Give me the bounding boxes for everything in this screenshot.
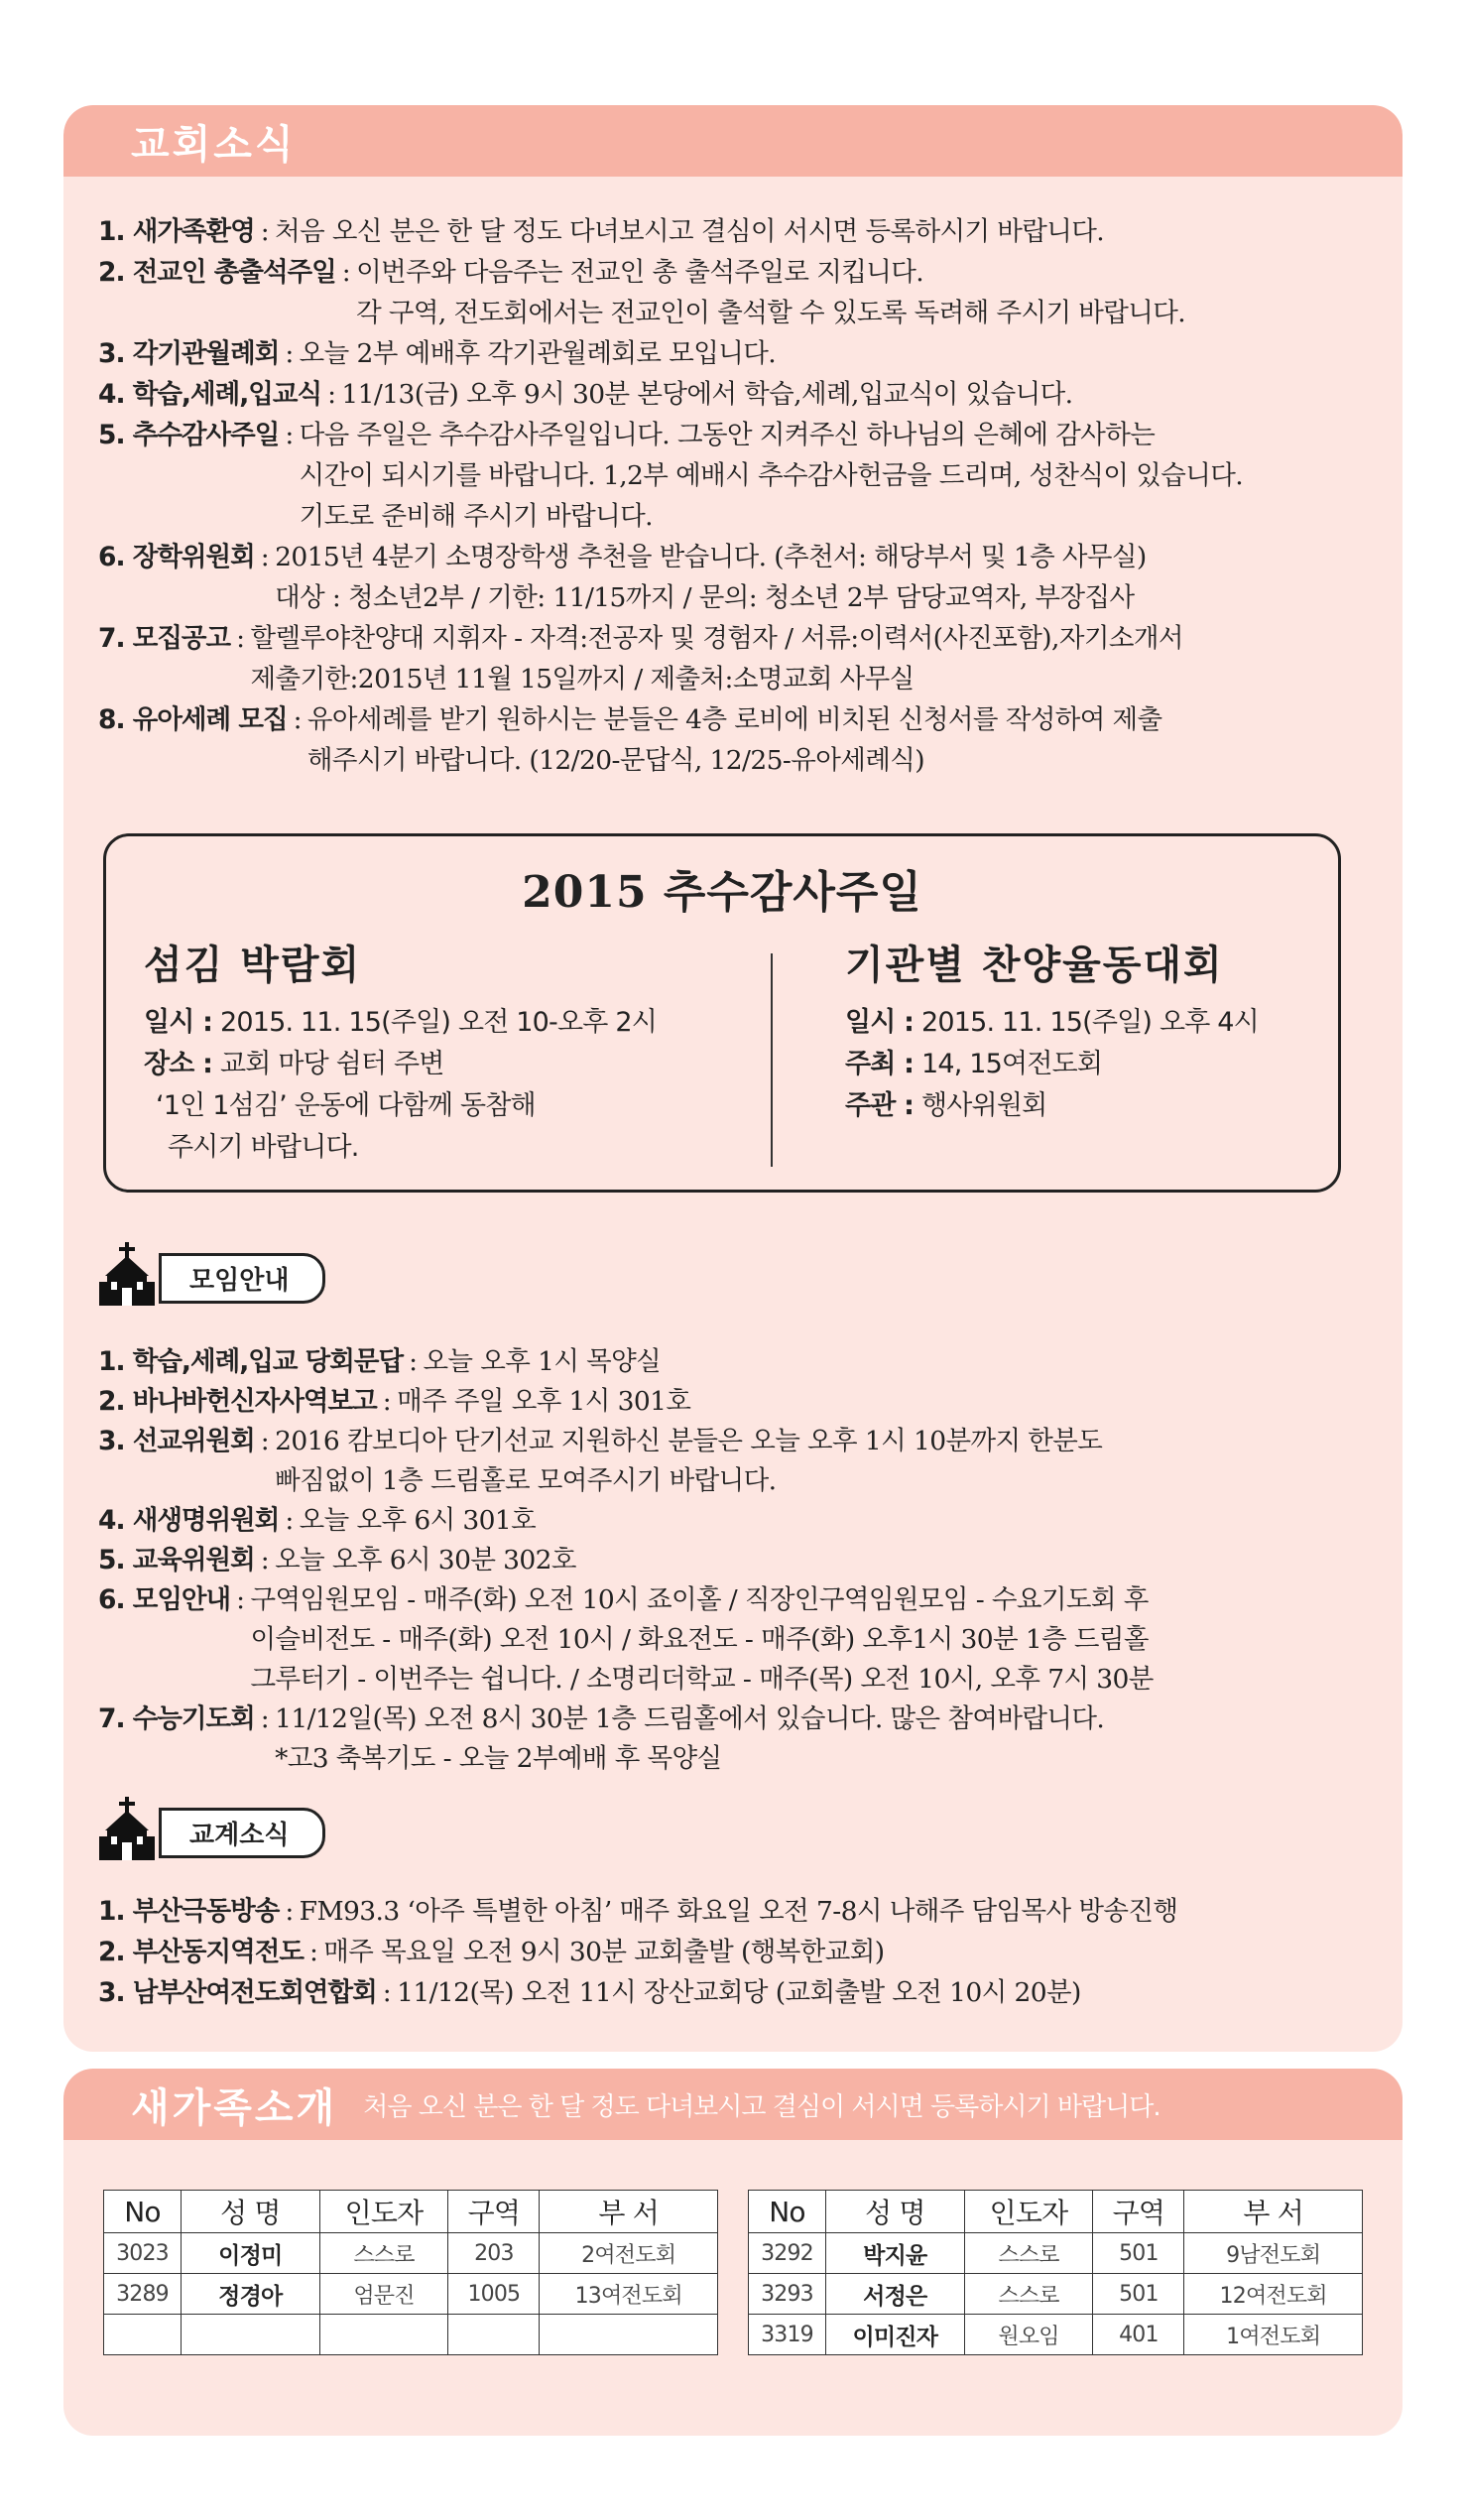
item-line: 해주시기 바랍니다. (12/20-문답식, 12/25-유아세례식) — [306, 745, 924, 776]
table-cell: 501 — [1093, 2274, 1184, 2315]
item-separator: : — [285, 420, 294, 450]
item-text — [423, 1342, 661, 1382]
item-line: 오늘 2부 예배후 각기관월례회로 모입니다. — [299, 338, 777, 369]
item-label: 6. 장학위원회 — [98, 542, 255, 572]
new-family-table-right — [748, 2190, 1363, 2355]
meetings-title: 모임안내 — [159, 1253, 325, 1304]
table-row — [104, 2315, 718, 2355]
table-cell: 203 — [448, 2233, 540, 2274]
church-icon — [99, 1797, 155, 1860]
thanksgiving-title: 2015 추수감사주일 — [522, 867, 922, 918]
item-line: 각 구역, 전도회에서는 전교인이 출석할 수 있도록 독려해 주시기 바랍니다. — [356, 298, 1186, 328]
service-fair-place: 장소 : 교회 마당 쉼터 주변 — [144, 1049, 444, 1079]
table-cell: 정경아 — [181, 2274, 319, 2315]
item-separator: : — [327, 379, 336, 410]
item-line: 오늘 오후 1시 목양실 — [423, 1346, 662, 1377]
table-cell: 스스로 — [964, 2233, 1093, 2274]
item-label: 2. 바나바헌신자사역보고 — [98, 1386, 377, 1417]
table-row — [104, 2233, 718, 2274]
item-label: 6. 모임안내 — [98, 1584, 231, 1615]
item-line: *고3 축복기도 - 오늘 2부예배 후 목양실 — [275, 1743, 722, 1774]
table-cell: 13여전도회 — [540, 2274, 718, 2315]
item-text — [323, 1932, 884, 1972]
column-header: 구역 — [448, 2191, 540, 2233]
item-separator: : — [260, 1703, 270, 1734]
item-line: 오늘 오후 6시 30분 302호 — [275, 1545, 576, 1575]
church-icon — [99, 1242, 155, 1306]
table-cell: 3293 — [749, 2274, 826, 2315]
table-cell — [448, 2315, 540, 2355]
table-row — [749, 2315, 1363, 2355]
table-cell: 박지윤 — [825, 2233, 964, 2274]
item-label: 2. 전교인 총출석주일 — [98, 257, 336, 288]
table-cell: 1여전도회 — [1184, 2315, 1363, 2355]
table-cell: 2여전도회 — [540, 2233, 718, 2274]
item-label: 3. 남부산여전도회연합회 — [98, 1977, 377, 2008]
list-item — [98, 374, 1243, 415]
column-header: No — [749, 2191, 826, 2233]
list-item — [98, 699, 1243, 781]
table-cell: 1005 — [448, 2274, 540, 2315]
item-separator: : — [285, 338, 294, 369]
list-item — [98, 1382, 1154, 1422]
item-line: 대상 : 청소년2부 / 기한: 11/15까지 / 문의: 청소년 2부 담당교역자, 부장집사 — [275, 582, 1135, 613]
item-line: 11/12(목) 오전 11시 장산교회당 (교회출발 오전 10시 20분) — [397, 1977, 1081, 2008]
item-separator: : — [236, 1584, 245, 1615]
item-text — [397, 1382, 690, 1422]
list-item — [98, 211, 1243, 252]
item-separator: : — [260, 1426, 270, 1456]
list-item — [98, 1342, 1154, 1382]
table-cell: 3319 — [749, 2315, 826, 2355]
table-cell: 엄문진 — [319, 2274, 448, 2315]
item-line: 매주 목요일 오전 9시 30분 교회출발 (행복한교회) — [323, 1937, 885, 1967]
item-line: 11/12일(목) 오전 8시 30분 1층 드림홀에서 있습니다. 많은 참여바랍니다. — [275, 1703, 1105, 1734]
new-family-header — [63, 2069, 1403, 2140]
praise-contest-host: 주최 : 14, 15여전도회 — [845, 1049, 1103, 1079]
service-fair-date: 일시 : 2015. 11. 15(주일) 오전 10-오후 2시 — [144, 1007, 657, 1038]
praise-contest-date: 일시 : 2015. 11. 15(주일) 오후 4시 — [845, 1007, 1259, 1038]
inter-church-tag-row — [99, 1797, 325, 1860]
list-item — [98, 1932, 1177, 1972]
list-item — [98, 1891, 1177, 1932]
item-text — [341, 374, 1072, 415]
column-header: No — [104, 2191, 182, 2233]
item-separator: : — [260, 216, 270, 247]
item-text — [397, 1972, 1081, 2013]
list-item — [98, 618, 1243, 699]
new-family-table-left — [103, 2190, 718, 2355]
table-row — [104, 2274, 718, 2315]
item-separator: : — [260, 1545, 270, 1575]
inter-church-title: 교계소식 — [159, 1808, 325, 1858]
meetings-list — [98, 1342, 1154, 1779]
item-line: 11/13(금) 오후 9시 30분 본당에서 학습,세례,입교식이 있습니다. — [341, 379, 1073, 410]
item-separator: : — [285, 1896, 294, 1927]
table-cell: 스스로 — [964, 2274, 1093, 2315]
table-cell: 원오임 — [964, 2315, 1093, 2355]
column-header: 성 명 — [825, 2191, 964, 2233]
item-separator: : — [260, 542, 270, 572]
column-header: 성 명 — [181, 2191, 319, 2233]
table-cell — [540, 2315, 718, 2355]
item-line: 유아세례를 받기 원하시는 분들은 4층 로비에 비치된 신청서를 작성하여 제출 — [306, 704, 1162, 735]
meetings-tag-row — [99, 1242, 325, 1306]
column-header: 인도자 — [964, 2191, 1093, 2233]
church-news-panel — [63, 105, 1403, 2052]
item-text — [275, 537, 1147, 618]
item-line: 다음 주일은 추수감사주일입니다. 그동안 지켜주신 하나님의 은혜에 감사하는 — [299, 420, 1156, 450]
item-line: 시간이 되시기를 바랍니다. 1,2부 예배시 추수감사헌금을 드리며, 성찬식이 있습니다. — [299, 460, 1244, 491]
item-separator: : — [293, 704, 302, 735]
new-family-subtitle: 처음 오신 분은 한 달 정도 다녀보시고 결심이 서시면 등록하시기 바랍니다. — [363, 2091, 1160, 2122]
table-cell: 12여전도회 — [1184, 2274, 1363, 2315]
item-label: 5. 추수감사주일 — [98, 420, 280, 450]
item-line: 처음 오신 분은 한 달 정도 다녀보시고 결심이 서시면 등록하시기 바랍니다. — [275, 216, 1105, 247]
item-separator: : — [409, 1346, 418, 1377]
item-text — [300, 415, 1243, 537]
church-news-header — [63, 105, 1403, 177]
church-news-title: 교회소식 — [131, 121, 297, 168]
table-cell: 3023 — [104, 2233, 182, 2274]
item-separator: : — [236, 623, 245, 654]
column-header: 인도자 — [319, 2191, 448, 2233]
thanksgiving-box — [103, 833, 1341, 1193]
church-news-list — [98, 211, 1243, 781]
service-fair-note-1: ‘1인 1섬김’ 운동에 다함께 동참해 — [156, 1090, 536, 1121]
praise-contest-column — [845, 934, 1259, 1127]
list-item — [98, 1501, 1154, 1541]
item-text — [250, 618, 1182, 699]
service-fair-column — [144, 934, 657, 1169]
list-item — [98, 1580, 1154, 1700]
item-line: 제출기한:2015년 11월 15일까지 / 제출처:소명교회 사무실 — [250, 664, 915, 694]
item-label: 7. 모집공고 — [98, 623, 231, 654]
list-item — [98, 415, 1243, 537]
table-cell: 스스로 — [319, 2233, 448, 2274]
table-cell: 이정미 — [181, 2233, 319, 2274]
item-line: 할렐루야찬양대 지휘자 - 자격:전공자 및 경험자 / 서류:이력서(사진포함),자기소개서 — [250, 623, 1183, 654]
table-cell: 3292 — [749, 2233, 826, 2274]
item-text — [275, 1700, 1104, 1779]
inter-church-list — [98, 1891, 1177, 2013]
table-cell: 401 — [1093, 2315, 1184, 2355]
item-text — [307, 699, 1162, 781]
table-header-row — [749, 2191, 1363, 2233]
item-separator: : — [341, 257, 351, 288]
column-header: 부 서 — [540, 2191, 718, 2233]
column-header: 구역 — [1093, 2191, 1184, 2233]
item-separator: : — [382, 1977, 392, 2008]
item-text — [300, 1501, 537, 1541]
table-cell: 3289 — [104, 2274, 182, 2315]
table-cell: 9남전도회 — [1184, 2233, 1363, 2274]
item-separator: : — [285, 1505, 294, 1536]
praise-contest-heading: 기관별 찬양율동대회 — [845, 942, 1224, 988]
list-item — [98, 1972, 1177, 2013]
item-label: 3. 각기관월례회 — [98, 338, 280, 369]
item-line: FM93.3 ‘아주 특별한 아침’ 매주 화요일 오전 7-8시 나해주 담임목사 방송진행 — [299, 1896, 1178, 1927]
list-item — [98, 333, 1243, 374]
item-line: 2015년 4분기 소명장학생 추천을 받습니다. (추천서: 해당부서 및 1층 사무실) — [275, 542, 1147, 572]
list-item — [98, 1700, 1154, 1779]
item-label: 2. 부산동지역전도 — [98, 1937, 304, 1967]
item-separator: : — [308, 1937, 318, 1967]
list-item — [98, 1541, 1154, 1580]
table-cell: 501 — [1093, 2233, 1184, 2274]
item-line: 기도로 준비해 주시기 바랍니다. — [299, 501, 653, 532]
table-cell: 서정은 — [825, 2274, 964, 2315]
item-text — [300, 1891, 1178, 1932]
service-fair-heading: 섬김 박람회 — [144, 942, 362, 988]
table-cell — [319, 2315, 448, 2355]
table-cell — [181, 2315, 319, 2355]
list-item — [98, 252, 1243, 333]
item-line: 2016 캄보디아 단기선교 지원하신 분들은 오늘 오후 1시 10분까지 한분도 — [275, 1426, 1103, 1456]
item-line: 매주 주일 오후 1시 301호 — [397, 1386, 691, 1417]
item-text — [275, 211, 1104, 252]
item-label: 1. 새가족환영 — [98, 216, 255, 247]
item-label: 3. 선교위원회 — [98, 1426, 255, 1456]
table-cell: 이미진자 — [825, 2315, 964, 2355]
item-text — [300, 333, 776, 374]
list-item — [98, 537, 1243, 618]
item-label: 7. 수능기도회 — [98, 1703, 255, 1734]
item-text — [356, 252, 1185, 333]
item-label: 8. 유아세례 모집 — [98, 704, 288, 735]
service-fair-note-2: 주시기 바랍니다. — [168, 1132, 359, 1163]
item-line: 이번주와 다음주는 전교인 총 출석주일로 지킵니다. — [356, 257, 924, 288]
item-line: 구역임원모임 - 매주(화) 오전 10시 죠이홀 / 직장인구역임원모임 - 수요기도회 후 — [250, 1584, 1149, 1615]
table-header-row — [104, 2191, 718, 2233]
list-item — [98, 1422, 1154, 1501]
item-label: 1. 학습,세례,입교 당회문답 — [98, 1346, 404, 1377]
item-label: 4. 새생명위원회 — [98, 1505, 280, 1536]
item-text — [275, 1422, 1102, 1501]
table-row — [749, 2233, 1363, 2274]
table-row — [749, 2274, 1363, 2315]
item-text — [275, 1541, 576, 1580]
new-family-panel — [63, 2069, 1403, 2436]
item-label: 5. 교육위원회 — [98, 1545, 255, 1575]
item-line: 빠짐없이 1층 드림홀로 모여주시기 바랍니다. — [275, 1465, 777, 1496]
column-divider — [771, 953, 773, 1167]
table-cell — [104, 2315, 182, 2355]
praise-contest-organizer: 주관 : 행사위원회 — [845, 1090, 1047, 1121]
item-line: 그루터기 - 이번주는 쉽니다. / 소명리더학교 - 매주(목) 오전 10시, 오후 7시 30분 — [250, 1664, 1154, 1695]
new-family-title: 새가족소개 — [131, 2084, 338, 2131]
item-line: 이슬비전도 - 매주(화) 오전 10시 / 화요전도 - 매주(화) 오후1시 30분 1층 드림홀 — [250, 1624, 1149, 1655]
item-separator: : — [382, 1386, 392, 1417]
item-line: 오늘 오후 6시 301호 — [299, 1505, 537, 1536]
item-text — [250, 1580, 1153, 1700]
item-label: 4. 학습,세례,입교식 — [98, 379, 322, 410]
item-label: 1. 부산극동방송 — [98, 1896, 280, 1927]
column-header: 부 서 — [1184, 2191, 1363, 2233]
